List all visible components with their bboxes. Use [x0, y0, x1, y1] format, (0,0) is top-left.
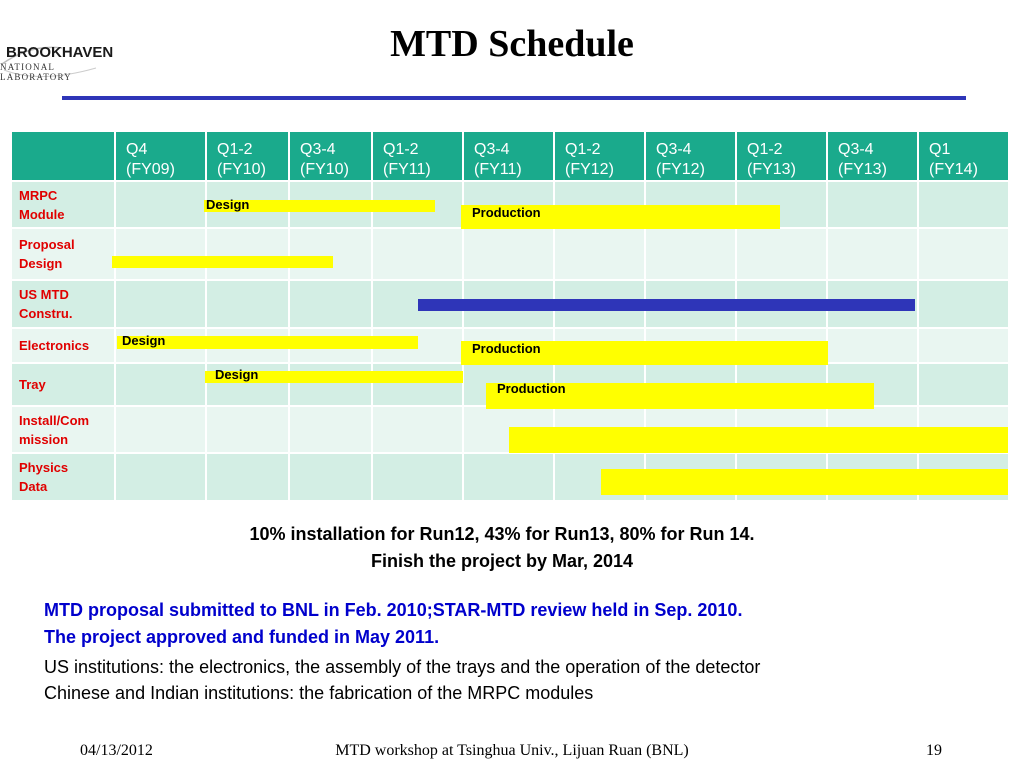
header-cell: Q3-4 (FY11)	[463, 131, 554, 181]
logo-subtitle: NATIONAL LABORATORY	[0, 62, 72, 82]
electronics-design-label: Design	[122, 333, 166, 348]
installation-note: 10% installation for Run12, 43% for Run13, 80% for Run 14.	[249, 524, 755, 544]
header-cell: Q3-4 (FY12)	[645, 131, 736, 181]
row-label: Install/Com mission	[11, 406, 115, 453]
title-rule	[62, 96, 966, 100]
proposal-design-bar	[112, 256, 333, 268]
page-number: 19	[926, 742, 942, 759]
header-cell: Q1-2 (FY13)	[736, 131, 827, 181]
header-cell: Q1-2 (FY10)	[206, 131, 289, 181]
header-cell: Q3-4 (FY13)	[827, 131, 918, 181]
mrpc-design-label: Design	[206, 197, 250, 212]
header-corner	[11, 131, 115, 181]
approval-text: The project approved and funded in May 2011.	[44, 627, 440, 647]
logo-wordmark: BROOKHAVEN	[6, 44, 114, 61]
tray-production-label: Production	[497, 381, 566, 396]
row-label: US MTD Constru.	[11, 280, 115, 327]
finish-note: Finish the project by Mar, 2014	[370, 551, 634, 571]
row-label: Physics Data	[11, 453, 115, 501]
electronics-production-label: Production	[472, 341, 541, 356]
slide-title: MTD Schedule	[390, 23, 634, 65]
physics-data-bar	[601, 469, 1008, 495]
us-mtd-construction-bar	[418, 299, 915, 311]
header-cell: Q1-2 (FY11)	[372, 131, 463, 181]
table-row	[11, 228, 1009, 280]
proposal-text: MTD proposal submitted to BNL in Feb. 2010;STAR-MTD review held in Sep. 2010.	[44, 600, 743, 620]
us-institutions-text: US institutions: the electronics, the assembly of the trays and the operation of the detector	[44, 657, 761, 677]
mrpc-production-label: Production	[472, 205, 541, 220]
header-cell: Q1-2 (FY12)	[554, 131, 645, 181]
tray-design-label: Design	[215, 367, 259, 382]
row-label: Proposal Design	[11, 228, 115, 280]
table-header-row	[11, 131, 1009, 181]
chinese-indian-institutions-text: Chinese and Indian institutions: the fabrication of the MRPC modules	[44, 683, 594, 703]
header-cell: Q4 (FY09)	[115, 131, 206, 181]
footer-center: MTD workshop at Tsinghua Univ., Lijuan Ruan (BNL)	[335, 742, 689, 759]
row-label: Electronics	[11, 328, 115, 363]
install-commission-bar	[509, 427, 1008, 453]
header-cell: Q1 (FY14)	[918, 131, 1009, 181]
row-label: Tray	[11, 363, 115, 406]
footer-date: 04/13/2012	[80, 742, 153, 759]
header-cell: Q3-4 (FY10)	[289, 131, 372, 181]
row-label: MRPC Module	[11, 181, 115, 228]
